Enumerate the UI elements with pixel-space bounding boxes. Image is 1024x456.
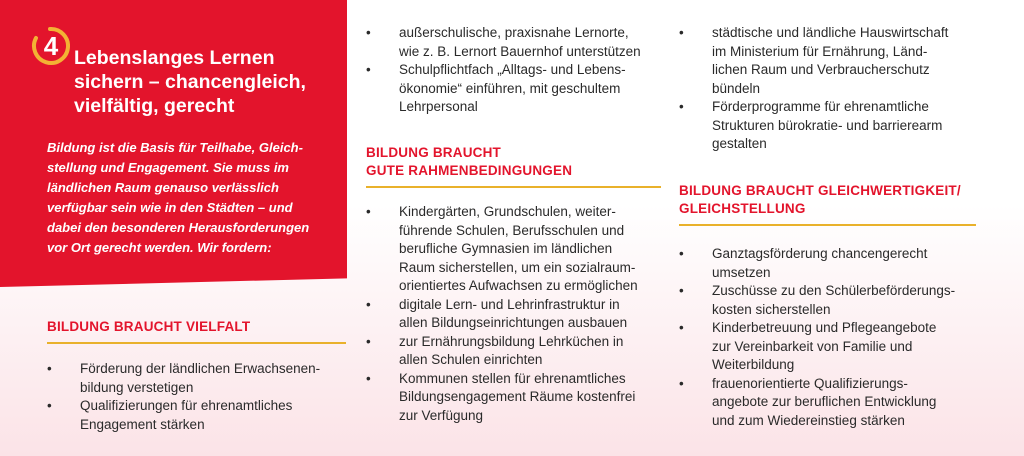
section-number: 4 xyxy=(43,31,59,61)
bullet-icon: • xyxy=(679,246,684,261)
list-item xyxy=(679,282,999,319)
item-line: frauenorientierte Qualifizierungs- xyxy=(712,375,908,391)
list-item xyxy=(679,24,999,98)
item-line: Schulpflichtfach „Alltags- und Lebens- xyxy=(399,62,626,77)
item-line: Kinderbetreuung und Pflegeangebote xyxy=(712,320,937,335)
item-line: allen Bildungseinrichtungen ausbauen xyxy=(399,315,628,330)
number-badge xyxy=(30,26,70,66)
item-line: zur Vereinbarkeit von Familie und xyxy=(712,338,913,354)
section-title-line: BILDUNG BRAUCHT xyxy=(366,145,501,160)
intro-line: vor Ort gerecht werden. Wir fordern: xyxy=(47,240,272,255)
bullet-icon: • xyxy=(679,283,684,298)
section-divider xyxy=(47,342,346,344)
section-title-line: BILDUNG BRAUCHT VIELFALT xyxy=(47,319,251,334)
item-line: lichen Raum und Verbraucherschutz xyxy=(712,62,930,77)
item-line: wie z. B. Lernort Bauernhof unterstützen xyxy=(399,43,641,59)
bullet-icon: • xyxy=(366,25,371,40)
bullet-icon: • xyxy=(47,361,52,376)
item-line: bildung verstetigen xyxy=(80,379,194,395)
item-line: Förderprogramme für ehrenamtliche xyxy=(712,99,929,114)
list-item xyxy=(366,370,666,426)
bullet-icon: • xyxy=(679,375,684,391)
section-title-line: BILDUNG BRAUCHT GLEICHWERTIGKEIT/ xyxy=(679,183,961,198)
list-item xyxy=(47,397,347,434)
item-line: zur Verfügung xyxy=(399,407,484,423)
bullet-icon: • xyxy=(366,370,371,386)
page-title xyxy=(74,46,336,118)
section-title-rahmen xyxy=(366,144,572,180)
item-line: kosten sicherstellen xyxy=(712,301,831,317)
item-line: Engagement stärken xyxy=(80,416,205,432)
bullet-icon: • xyxy=(366,296,371,312)
list-item xyxy=(366,24,666,61)
item-line: im Ministerium für Ernährung, Länd- xyxy=(712,43,928,59)
list-item xyxy=(366,203,666,296)
item-line: Bildungsengagement Räume kostenfrei xyxy=(399,389,636,404)
section-title-gleich xyxy=(679,182,961,218)
title-line: sichern – chancengleich, xyxy=(74,71,306,93)
list-gleich xyxy=(679,245,999,430)
list-item xyxy=(679,375,999,431)
item-line: umsetzen xyxy=(712,264,771,280)
item-line: orientiertes Aufwachsen zu ermöglichen xyxy=(399,278,638,293)
section-title-line: GLEICHSTELLUNG xyxy=(679,201,806,216)
item-line: Lehrpersonal xyxy=(399,99,478,114)
list-item xyxy=(679,319,999,375)
section-divider xyxy=(366,186,661,188)
item-line: Raum sicherstellen, um ein sozialraum- xyxy=(399,259,636,275)
section-title-vielfalt xyxy=(47,318,250,336)
intro-line: Bildung ist die Basis für Teilhabe, Gleich- xyxy=(47,140,303,155)
intro-line: ländlichen Raum genauso verlässlich xyxy=(47,180,279,195)
list-vielfalt xyxy=(47,360,347,434)
title-line: Lebenslanges Lernen xyxy=(74,47,275,69)
bullet-icon: • xyxy=(366,204,371,219)
item-line: außerschulische, praxisnahe Lernorte, xyxy=(399,25,629,40)
list-item xyxy=(47,360,347,397)
item-line: Ganztagsförderung chancengerecht xyxy=(712,246,928,261)
list-item xyxy=(366,61,666,117)
item-line: zur Ernährungsbildung Lehrküchen in xyxy=(399,333,624,349)
item-line: allen Schulen einrichten xyxy=(399,352,543,367)
bullet-icon: • xyxy=(679,99,684,114)
item-line: angebote zur beruflichen Entwicklung xyxy=(712,394,937,409)
item-line: digitale Lern- und Lehrinfrastruktur in xyxy=(399,296,620,312)
item-line: Strukturen bürokratie- und barrierearm xyxy=(712,117,943,133)
intro-line: dabei den besonderen Herausforderungen xyxy=(47,220,310,235)
section-divider xyxy=(679,224,976,226)
list-item xyxy=(366,296,666,333)
bullet-icon: • xyxy=(679,25,684,40)
item-line: ökonomie“ einführen, mit geschultem xyxy=(399,80,621,96)
item-line: Weiterbildung xyxy=(712,357,795,372)
intro-line: verfügbar sein wie in den Städten – und xyxy=(47,200,293,215)
item-line: und zum Wiedereinstieg stärken xyxy=(712,412,905,428)
bullet-icon: • xyxy=(366,333,371,349)
list-item xyxy=(679,98,999,154)
list-rahmen xyxy=(366,203,666,425)
bullet-icon: • xyxy=(47,398,52,413)
item-line: gestalten xyxy=(712,136,767,151)
item-line: Kommunen stellen für ehrenamtliches xyxy=(399,370,626,386)
bullet-icon: • xyxy=(366,62,371,77)
title-line: vielfältig, gerecht xyxy=(74,95,235,117)
intro-text xyxy=(47,138,339,258)
item-line: städtische und ländliche Hauswirtschaft xyxy=(712,25,949,40)
bullet-icon: • xyxy=(679,320,684,335)
item-line: bündeln xyxy=(712,80,761,96)
item-line: führende Schulen, Berufsschulen und xyxy=(399,222,625,238)
list-col2-top xyxy=(366,24,666,117)
item-line: Kindergärten, Grundschulen, weiter- xyxy=(399,204,616,219)
item-line: Zuschüsse zu den Schülerbeförderungs- xyxy=(712,283,956,298)
list-item xyxy=(366,333,666,370)
list-col3-top xyxy=(679,24,999,154)
list-item xyxy=(679,245,999,282)
intro-line: stellung und Engagement. Sie muss im xyxy=(47,160,289,175)
item-line: Qualifizierungen für ehrenamtliches xyxy=(80,398,293,413)
item-line: Förderung der ländlichen Erwachsenen- xyxy=(80,361,321,376)
item-line: berufliche Gymnasien im ländlichen xyxy=(399,241,613,256)
section-title-line: GUTE RAHMENBEDINGUNGEN xyxy=(366,163,573,178)
